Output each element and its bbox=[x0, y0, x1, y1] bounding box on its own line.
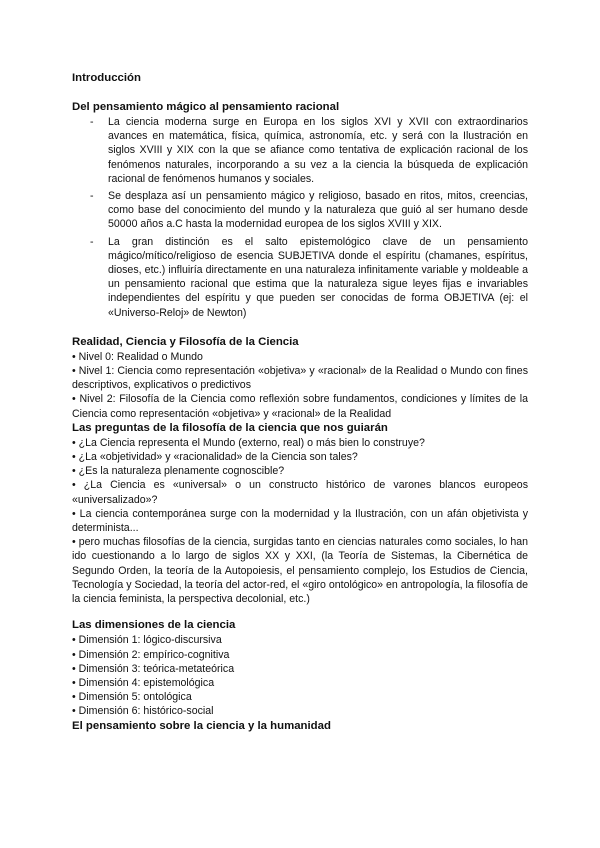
document-page bbox=[72, 71, 528, 734]
dash-list bbox=[72, 115, 528, 320]
dash-marker: - bbox=[90, 190, 94, 203]
bullet-item: • Dimensión 4: epistemológica bbox=[72, 676, 215, 689]
dash-marker: - bbox=[90, 235, 94, 248]
bullet-item: • ¿La Ciencia representa el Mundo (externo, real) o más bien lo construye? bbox=[72, 436, 425, 449]
section-title-dimensions: Las dimensiones de la ciencia bbox=[72, 619, 236, 632]
bullet-item: • Dimensión 5: ontológica bbox=[72, 691, 192, 704]
bullet-item: • Nivel 1: Ciencia como representación «objetiva» y «racional» de la Realidad o Mundo con fines descriptivos, explicativos o predictivos bbox=[72, 365, 528, 392]
bullet-item: • Dimensión 2: empírico-cognitiva bbox=[72, 648, 230, 661]
bullet-item: • Nivel 0: Realidad o Mundo bbox=[72, 350, 203, 363]
bullet-item: • La ciencia contemporánea surge con la modernidad y la Ilustración, con un afán objetivista y determinista... bbox=[72, 507, 528, 535]
list-item: - Se desplaza así un pensamiento mágico y religioso, basado en ritos, mitos, creencias, como base del conocimiento del mundo y la naturaleza que guió al ser humano desde 50000 años a.C hasta la modernidad europea de los siglos XVIII y XIX. bbox=[90, 190, 528, 231]
bullet-item: • ¿Es la naturaleza plenamente cognoscible? bbox=[72, 465, 285, 478]
bullet-item: • pero muchas filosofías de la ciencia, surgidas tanto en ciencias naturales como sociales, lo han ido cuestionando a lo largo de siglos XX y XXI, (la Teoría de Sistemas, la Cibernética de Segundo Orden, la teoría de la Autopoiesis, el pensamiento complejo, los Estudios de Ciencia, Tecnología y Sociedad, la teoría del actor-red, el «giro ontológico» en antropología, la filosofía de la ciencia feminista, la perspectiva decolonial, etc.) bbox=[72, 536, 528, 606]
section-title-science-humanity: El pensamiento sobre la ciencia y la humanidad bbox=[72, 719, 331, 732]
list-item: - La ciencia moderna surge en Europa en los siglos XVI y XVII con extraordinarios avances en matemática, física, química, astronomía, etc. y será con la Ilustración en siglos XVIII y XIX con la que se afiance como tentativa de explicación racional de los fenómenos naturales, incorporando a su vez a la ciencia la búsqueda de explicación racional de fenómenos humanos y sociales. bbox=[90, 116, 528, 185]
dash-marker: - bbox=[90, 116, 94, 128]
bullet-item: • Dimensión 1: lógico-discursiva bbox=[72, 634, 222, 647]
bullet-item: • Dimensión 6: histórico-social bbox=[72, 705, 214, 718]
bullet-item: • ¿La Ciencia es «universal» o un constructo histórico de varones blancos europeos «universalizado»? bbox=[72, 479, 528, 506]
section-title-reality-science: Realidad, Ciencia y Filosofía de la Ciencia bbox=[72, 335, 299, 348]
list-item: - La gran distinción es el salto epistemológico clave de un pensamiento mágico/mítico/religioso de esencia SUBJETIVA donde el espíritu (chamanes, espíritus, dioses, etc.) influiría directamente en una naturaleza infinitamente variable y moldeable a un pensamiento racional que estima que la naturaleza sigue leyes fijas e invariables independientes del espíritu y que pueden ser conocidas de forma OBJETIVA (ej: el «Universo-Reloj» de Newton) bbox=[90, 235, 528, 319]
section-title-magic-to-rational: Del pensamiento mágico al pensamiento racional bbox=[72, 101, 340, 113]
bullet-item: • ¿La «objetividad» y «racionalidad» de la Ciencia son tales? bbox=[72, 451, 358, 464]
intro-title: Introducción bbox=[72, 72, 141, 84]
bullet-item: • Dimensión 3: teórica-metateórica bbox=[72, 662, 235, 675]
bullet-item: • Nivel 2: Filosofía de la Ciencia como reflexión sobre fundamentos, condiciones y límites de la Ciencia como representación «objetiva» y «racional» de la Realidad bbox=[72, 393, 528, 420]
section-title-guiding-questions: Las preguntas de la filosofía de la ciencia que nos guiarán bbox=[72, 421, 388, 434]
